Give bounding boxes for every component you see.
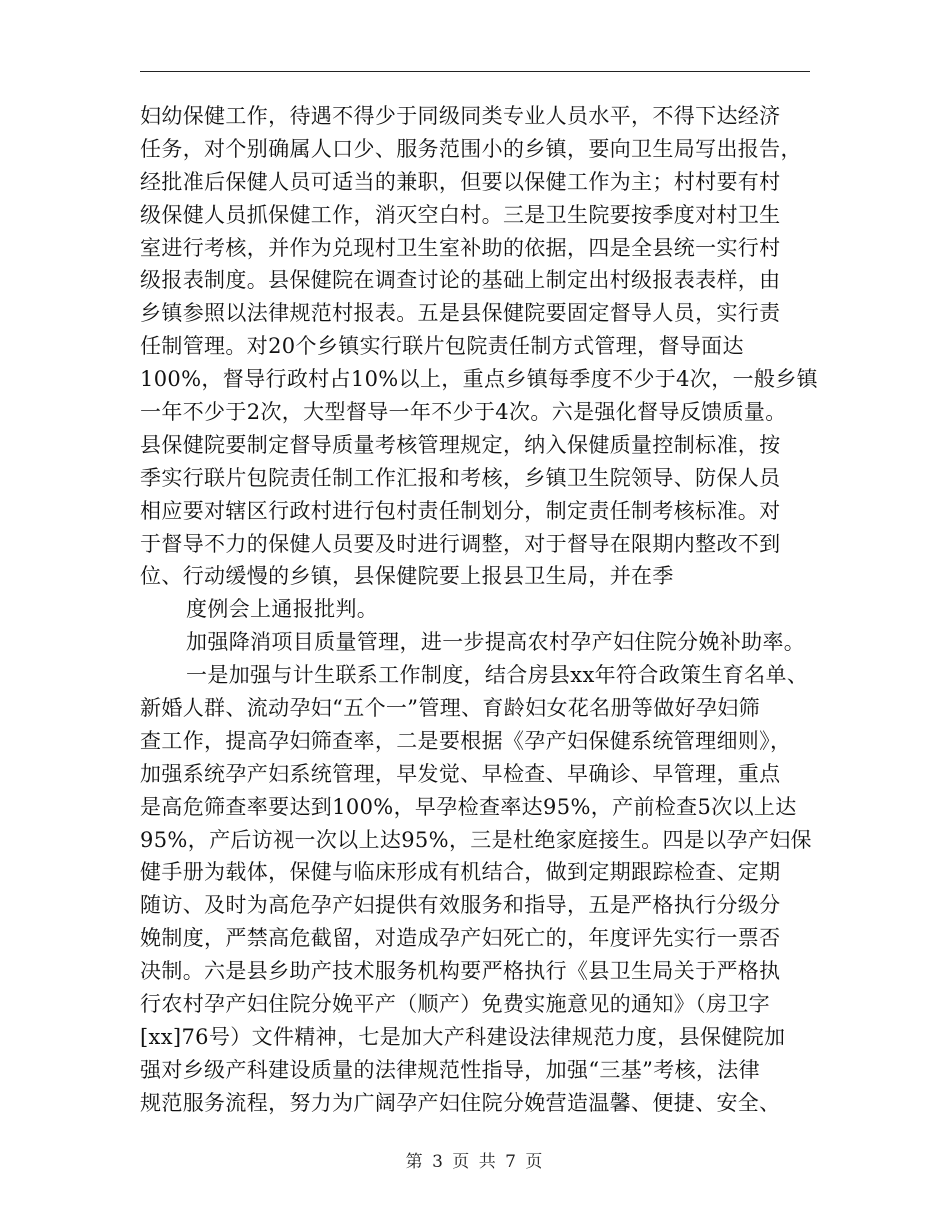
text-line: 位、行动缓慢的乡镇，县保健院要上报县卫生局，并在季 [140, 564, 674, 589]
text-line: 100%，督导行政村占10%以上，重点乡镇每季度不少于4次，一般乡镇 [140, 367, 818, 392]
text-line: 妇幼保健工作，待遇不得少于同级同类专业人员水平，不得下达经济 [140, 104, 781, 128]
text-line: 乡镇参照以法律规范村报表。五是县保健院要固定督导人员，实行责 [140, 301, 781, 326]
text-line: 娩制度，严禁高危截留，对造成孕产妇死亡的，年度评先实行一票否 [140, 926, 781, 951]
section-heading: 加强降消项目质量管理，进一步提高农村孕产妇住院分娩补助率。 [186, 630, 806, 655]
text-line: 95%，产后访视一次以上达95%，三是杜绝家庭接生。四是以孕产妇保 [140, 827, 812, 852]
text-line: 查工作，提高孕妇筛查率，二是要根据《孕产妇保健系统管理细则》， [140, 728, 792, 753]
text-line: 一年不少于2次，大型督导一年不少于4次。六是强化督导反馈质量。 [140, 400, 787, 425]
text-line: 随访、及时为高危孕产妇提供有效服务和指导，五是严格执行分级分 [140, 893, 781, 918]
text-line: 经批准后保健人员可适当的兼职，但要以保健工作为主；村村要有村 [140, 169, 781, 194]
page-number-footer: 第 3 页 共 7 页 [405, 1152, 545, 1172]
text-line: 级报表制度。县保健院在调查讨论的基础上制定出村级报表表样，由 [140, 268, 781, 293]
text-line: 级保健人员抓保健工作，消灭空白村。三是卫生院要按季度对村卫生 [140, 202, 781, 227]
header-rule [140, 71, 810, 72]
text-line: 于督导不力的保健人员要及时进行调整，对于督导在限期内整改不到 [140, 531, 781, 556]
text-line: 强对乡级产科建设质量的法律规范性指导，加强“三基”考核，法律 [140, 1057, 760, 1082]
text-line: 健手册为载体，保健与临床形成有机结合，做到定期跟踪检查、定期 [140, 860, 781, 885]
text-line: 规范服务流程，努力为广阔孕产妇住院分娩营造温馨、便捷、安全、 [140, 1090, 781, 1115]
text-line: 新婚人群、流动孕妇“五个一”管理、育龄妇女花名册等做好孕妇筛 [140, 696, 760, 721]
text-line: 是高危筛查率要达到100%，早孕检查率达95%，产前检查5次以上达 [140, 794, 797, 819]
text-line: 相应要对辖区行政村进行包村责任制划分，制定责任制考核标准。对 [140, 498, 781, 523]
text-line: 一是加强与计生联系工作制度，结合房县xx年符合政策生育名单、 [186, 663, 809, 688]
text-line: 任务，对个别确属人口少、服务范围小的乡镇，要向卫生局写出报告， [140, 136, 802, 161]
text-line: 决制。六是县乡助产技术服务机构要严格执行《县卫生局关于严格执 [140, 959, 781, 984]
document-body [140, 100, 830, 1120]
text-line: 任制管理。对20个乡镇实行联片包院责任制方式管理，督导面达 [140, 334, 744, 359]
text-line: 加强系统孕产妇系统管理，早发觉、早检查、早确诊、早管理，重点 [140, 761, 781, 786]
text-line: [xx]76号）文件精神，七是加大产科建设法律规范力度，县保健院加 [140, 1024, 786, 1049]
text-line: 县保健院要制定督导质量考核管理规定，纳入保健质量控制标准，按 [140, 432, 781, 457]
text-line: 室进行考核，并作为兑现村卫生室补助的依据，四是全县统一实行村 [140, 235, 781, 260]
text-line: 季实行联片包院责任制工作汇报和考核，乡镇卫生院领导、防保人员 [140, 465, 781, 490]
text-line: 行农村孕产妇住院分娩平产（顺产）免费实施意见的通知》（房卫字 [140, 992, 770, 1017]
text-line: 度例会上通报批判。 [186, 597, 379, 622]
